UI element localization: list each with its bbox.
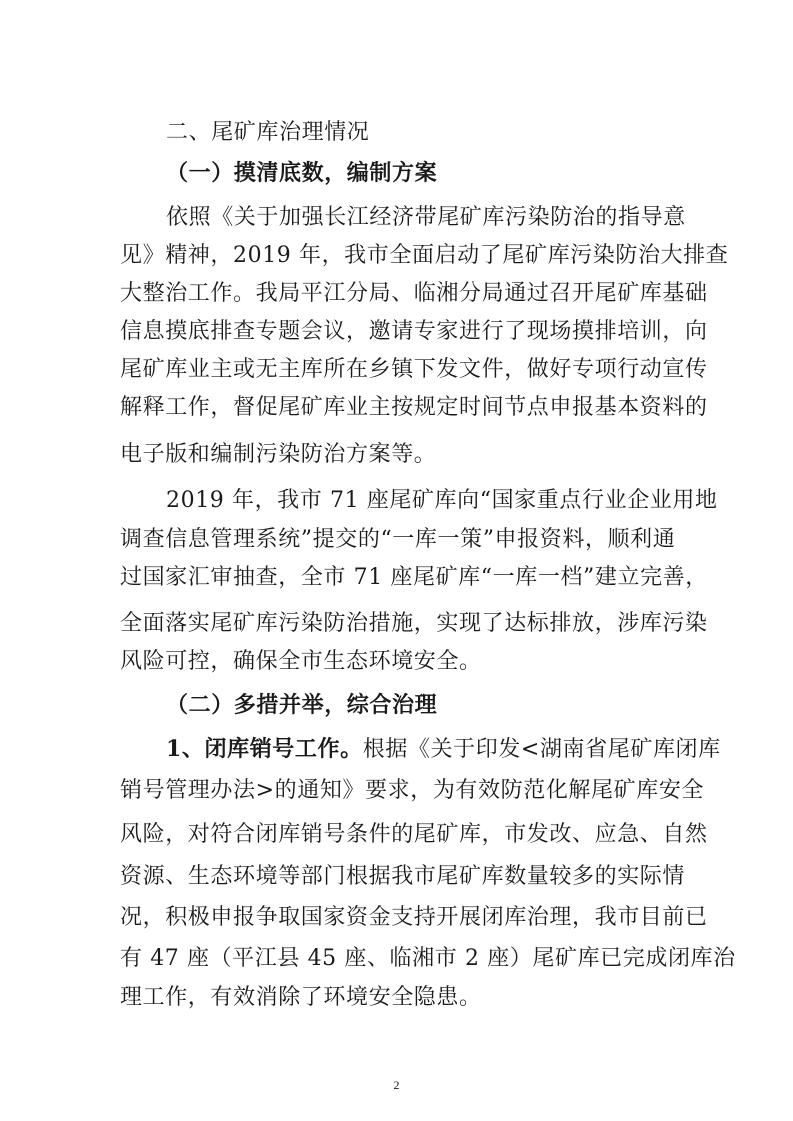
paragraph-line: 尾矿库业主或无主库所在乡镇下发文件，做好专项行动宣传 [120, 357, 708, 382]
paragraph-line: 销号管理办法>的通知》要求，为有效防范化解尾矿库安全 [120, 778, 705, 803]
paragraph-line: 资源、生态环境等部门根据我市尾矿库数量较多的实际情 [120, 864, 686, 889]
subsection-title-1: （一）摸清底数，编制方案 [166, 160, 438, 186]
paragraph-line: 风险，对符合闭库销号条件的尾矿库，市发改、应急、自然 [120, 822, 708, 847]
paragraph-line: 解释工作，督促尾矿库业主按规定时间节点申报基本资料的 [120, 395, 708, 420]
paragraph-line: 大整治工作。我局平江分局、临湘分局通过召开尾矿库基础 [120, 281, 708, 306]
paragraph-line: 风险可控，确保全市生态环境安全。 [120, 649, 482, 674]
paragraph-line: 况，积极申报争取国家资金支持开展闭库治理，我市目前已 [120, 905, 708, 930]
paragraph-line: 有 47 座（平江县 45 座、临湘市 2 座）尾矿库已完成闭库治 [120, 946, 736, 971]
paragraph-line-with-label [166, 734, 721, 765]
page-number: 2 [393, 1078, 400, 1092]
paragraph-line: 调查信息管理系统”提交的“一库一策”申报资料，顺利通 [120, 527, 676, 552]
paragraph-line: 依照《关于加强长江经济带尾矿库污染防治的指导意 [166, 205, 686, 230]
section-heading: 二、尾矿库治理情况 [166, 120, 370, 145]
paragraph-line: 见》精神，2019 年，我市全面启动了尾矿库污染防治大排查 [120, 243, 729, 268]
paragraph-line: 信息摸底排查专题会议，邀请专家进行了现场摸排培训，向 [120, 319, 708, 344]
paragraph-line: 理工作，有效消除了环境安全隐患。 [120, 985, 482, 1010]
paragraph-line: 全面落实尾矿库污染防治措施，实现了达标排放，涉库污染 [120, 611, 708, 636]
subsection-title-2: （二）多措并举，综合治理 [166, 692, 438, 718]
paragraph-line: 2019 年，我市 71 座尾矿库向“国家重点行业企业用地 [166, 488, 718, 513]
item-text: 根据《关于印发<湖南省尾矿库闭库 [362, 737, 721, 762]
paragraph-line: 电子版和编制污染防治方案等。 [120, 442, 437, 467]
paragraph-line: 过国家汇审抽查，全市 71 座尾矿库“一库一档”建立完善， [120, 565, 708, 590]
item-label: 1、闭库销号工作。 [166, 736, 363, 762]
